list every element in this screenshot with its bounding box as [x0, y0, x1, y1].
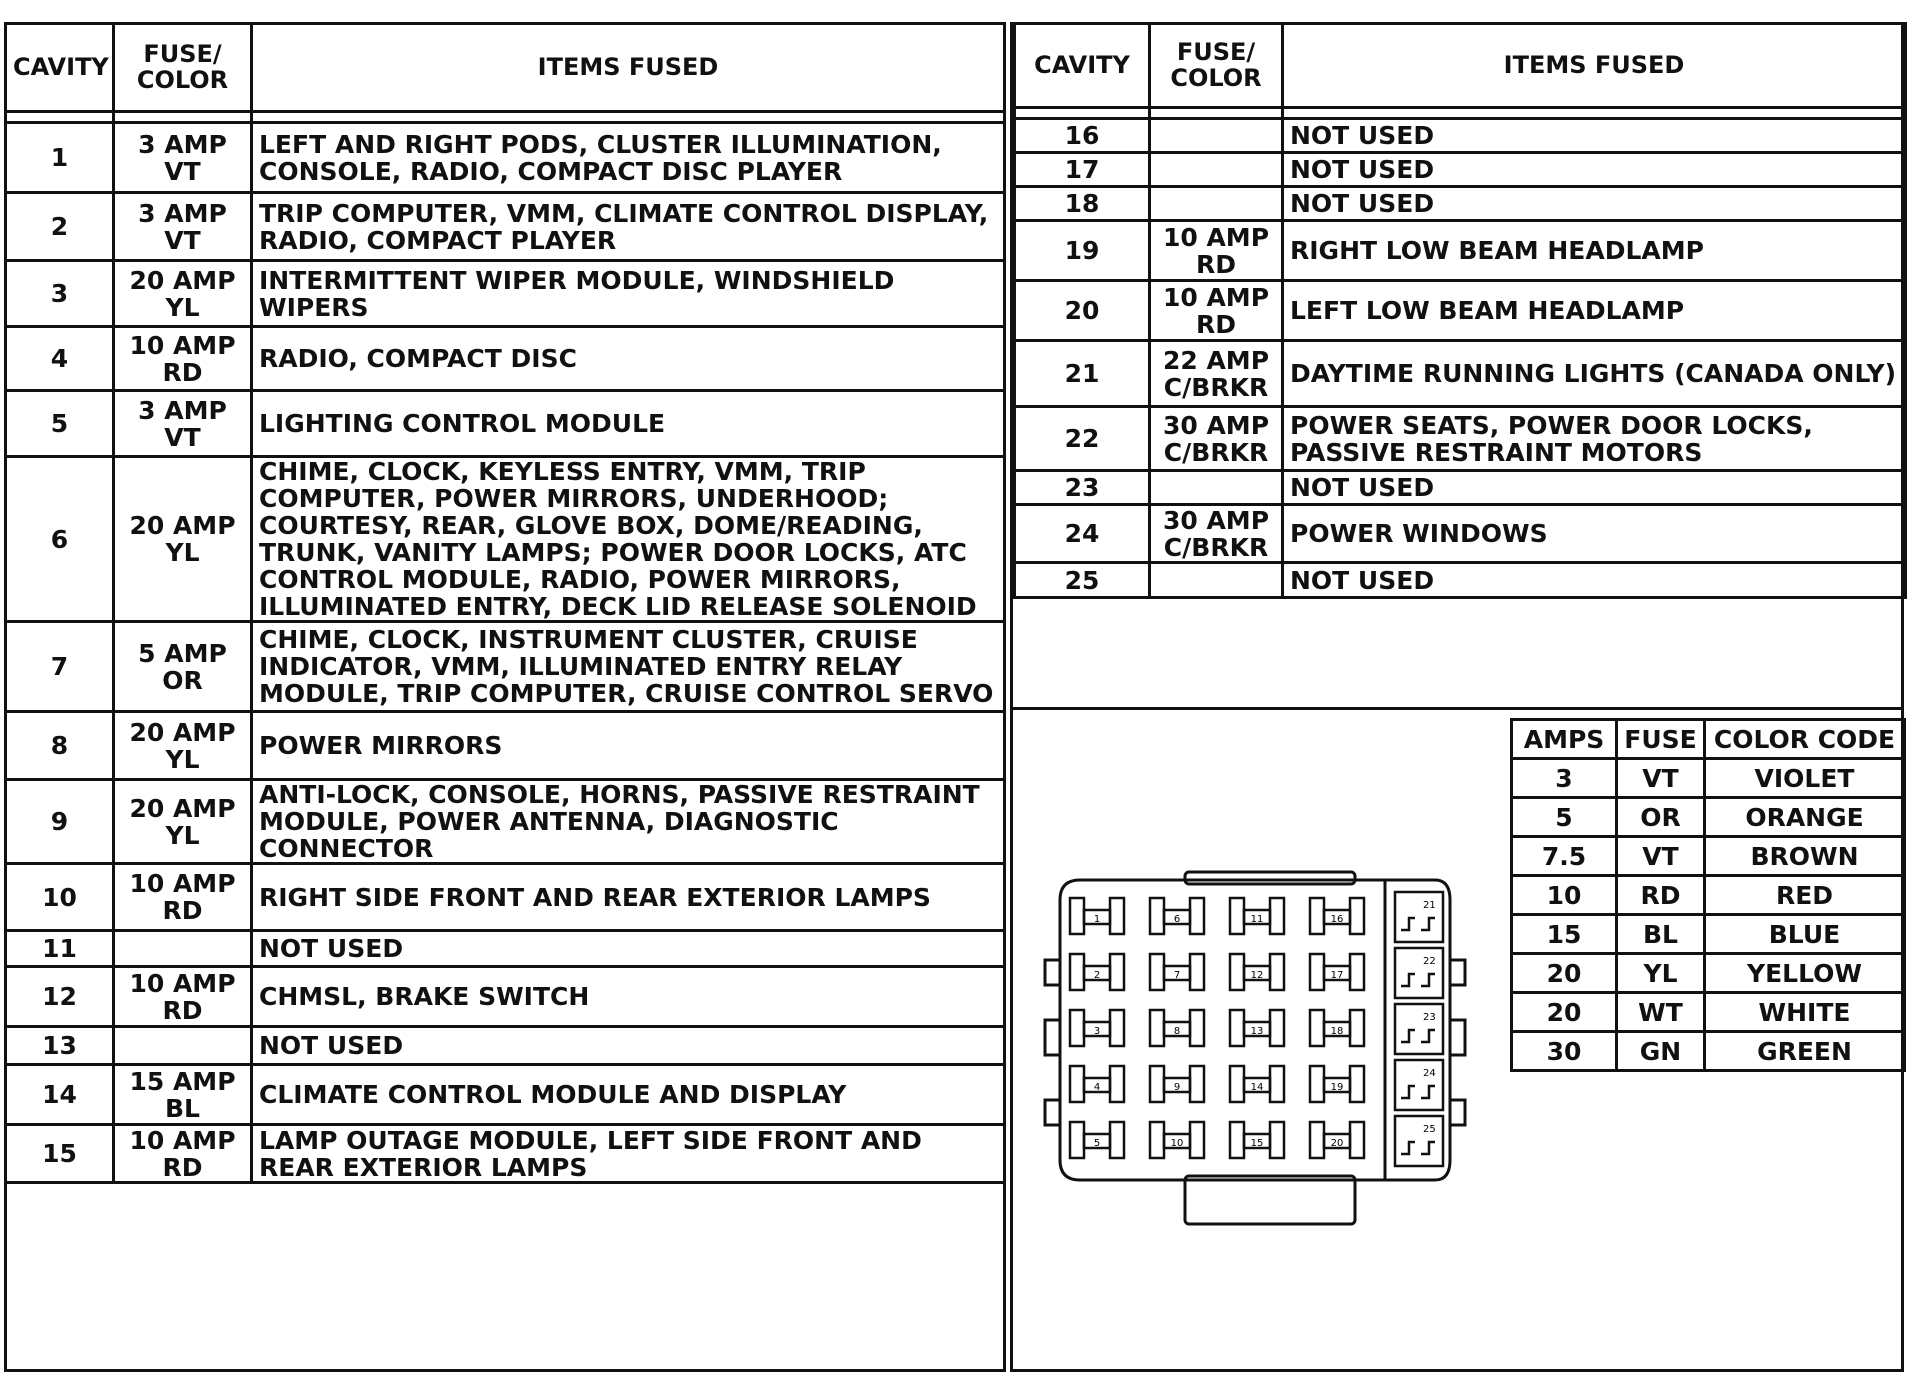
fuse-row-15	[6, 1125, 1005, 1183]
cavity-cell: 11	[6, 931, 114, 967]
color-code-row	[1512, 837, 1905, 876]
right-header-row	[1015, 24, 1906, 108]
fuse-terminal-left	[1230, 898, 1244, 934]
items-cell: NOT USED	[252, 1027, 1005, 1065]
cavity-cell: 24	[1015, 505, 1150, 563]
fuse-slot-number: 10	[1170, 1138, 1184, 1149]
fuse-terminal-left	[1310, 1066, 1324, 1102]
fuse-cell	[114, 1027, 252, 1065]
cavity-cell: 1	[6, 123, 114, 193]
fuse-slot-17	[1310, 954, 1364, 990]
fuse-terminal-left	[1150, 898, 1164, 934]
breaker-terminals	[1401, 918, 1435, 930]
items-cell: POWER WINDOWS	[1283, 505, 1906, 563]
cavity-cell: 10	[6, 864, 114, 931]
breaker-slot-23	[1395, 1004, 1443, 1054]
fuse-terminal-right	[1270, 898, 1284, 934]
fuse-row-6	[6, 457, 1005, 622]
breaker-slot-25	[1395, 1116, 1443, 1166]
color-header-amps: AMPS	[1512, 720, 1617, 759]
fuse-row-1	[6, 123, 1005, 193]
fuse-slot-number: 7	[1173, 970, 1181, 981]
fuse-terminal-right	[1190, 1122, 1204, 1158]
fuse-terminal-right	[1270, 954, 1284, 990]
fuse-terminal-left	[1070, 1122, 1084, 1158]
items-cell: INTERMITTENT WIPER MODULE, WINDSHIELD WIPERS	[252, 261, 1005, 327]
fuse-terminal-left	[1150, 1122, 1164, 1158]
cavity-cell: 9	[6, 780, 114, 864]
fuse-row-3	[6, 261, 1005, 327]
cavity-cell: 19	[1015, 221, 1150, 281]
left-header-row	[6, 24, 1005, 112]
fuse-terminal-right	[1270, 1122, 1284, 1158]
fuse-row-5	[6, 391, 1005, 457]
fuse-block-diagram	[1040, 870, 1500, 1240]
color-code-amps-cell: 30	[1512, 1032, 1617, 1071]
fuse-terminal-left	[1070, 1066, 1084, 1102]
fuse-terminal-left	[1150, 954, 1164, 990]
breaker-slot-21	[1395, 892, 1443, 942]
items-cell: LAMP OUTAGE MODULE, LEFT SIDE FRONT AND REAR EXTERIOR LAMPS	[252, 1125, 1005, 1183]
fuse-terminal-left	[1150, 1066, 1164, 1102]
color-header-color-code: COLOR CODE	[1705, 720, 1905, 759]
color-code-color-cell: YELLOW	[1705, 954, 1905, 993]
left-header-separator	[6, 112, 1005, 123]
fuse-slot-number: 2	[1093, 970, 1101, 981]
color-code-fuse-cell: WT	[1617, 993, 1705, 1032]
fuse-row-13	[6, 1027, 1005, 1065]
right-fuse-table	[1013, 22, 1907, 599]
items-cell: NOT USED	[1283, 153, 1906, 187]
fuse-terminal-left	[1230, 1066, 1244, 1102]
color-code-fuse-cell: RD	[1617, 876, 1705, 915]
color-code-row	[1512, 798, 1905, 837]
fuse-slot-number: 17	[1330, 970, 1344, 981]
color-header-fuse: FUSE	[1617, 720, 1705, 759]
cavity-cell: 14	[6, 1065, 114, 1125]
separator-cell	[1283, 108, 1906, 119]
fuse-terminal-left	[1230, 1010, 1244, 1046]
items-cell: RIGHT LOW BEAM HEADLAMP	[1283, 221, 1906, 281]
color-code-amps-cell: 20	[1512, 954, 1617, 993]
left-fuse-table	[4, 22, 1006, 1184]
fuse-slot-number: 4	[1093, 1082, 1101, 1093]
fuse-slot-4	[1070, 1066, 1124, 1102]
right-latch-lower	[1450, 1100, 1465, 1125]
fuse-row-14	[6, 1065, 1005, 1125]
items-cell: LEFT LOW BEAM HEADLAMP	[1283, 281, 1906, 341]
fuse-slot-14	[1230, 1066, 1284, 1102]
fuse-slot-5	[1070, 1122, 1124, 1158]
fuse-terminal-right	[1110, 898, 1124, 934]
fuse-slot-number: 9	[1173, 1082, 1181, 1093]
fuse-slot-number: 8	[1173, 1026, 1181, 1037]
fuse-row-17	[1015, 153, 1906, 187]
fuse-slot-number: 11	[1250, 914, 1264, 925]
fuse-terminal-right	[1110, 1010, 1124, 1046]
items-cell: LIGHTING CONTROL MODULE	[252, 391, 1005, 457]
fuse-cell: 20 AMP YL	[114, 712, 252, 780]
color-code-fuse-cell: YL	[1617, 954, 1705, 993]
fuse-cell: 30 AMP C/BRKR	[1150, 505, 1283, 563]
fuse-cell: 5 AMP OR	[114, 622, 252, 712]
header-cavity: CAVITY	[1015, 24, 1150, 108]
color-code-row	[1512, 993, 1905, 1032]
fuse-slot-number: 16	[1330, 914, 1344, 925]
fuse-cell: 15 AMP BL	[114, 1065, 252, 1125]
fuse-terminal-left	[1230, 954, 1244, 990]
fuse-terminal-right	[1270, 1010, 1284, 1046]
breaker-slot-22	[1395, 948, 1443, 998]
color-code-amps-cell: 20	[1512, 993, 1617, 1032]
fuse-slot-15	[1230, 1122, 1284, 1158]
fuse-row-22	[1015, 407, 1906, 471]
color-code-fuse-cell: OR	[1617, 798, 1705, 837]
cavity-cell: 21	[1015, 341, 1150, 407]
separator-cell	[1015, 108, 1150, 119]
breaker-slot-number: 25	[1423, 1124, 1436, 1135]
fuse-slot-7	[1150, 954, 1204, 990]
cavity-cell: 2	[6, 193, 114, 261]
fuse-row-24	[1015, 505, 1906, 563]
fuse-slot-number: 18	[1330, 1026, 1344, 1037]
color-code-row	[1512, 954, 1905, 993]
fuse-cell	[1150, 471, 1283, 505]
fuse-row-11	[6, 931, 1005, 967]
fuse-cell: 10 AMP RD	[114, 1125, 252, 1183]
fuse-cell: 10 AMP RD	[114, 967, 252, 1027]
fuse-terminal-right	[1110, 954, 1124, 990]
breaker-outline	[1395, 1116, 1443, 1166]
color-code-amps-cell: 5	[1512, 798, 1617, 837]
color-code-color-cell: BROWN	[1705, 837, 1905, 876]
items-cell: CHIME, CLOCK, INSTRUMENT CLUSTER, CRUISE INDICATOR, VMM, ILLUMINATED ENTRY RELAY MODULE, TRIP COMPUTER, CRUISE CONTROL SERVO	[252, 622, 1005, 712]
color-code-color-cell: VIOLET	[1705, 759, 1905, 798]
fuse-row-20	[1015, 281, 1906, 341]
header-fuse-color: FUSE/ COLOR	[1150, 24, 1283, 108]
fuse-slot-number: 20	[1330, 1138, 1344, 1149]
color-code-amps-cell: 7.5	[1512, 837, 1617, 876]
fuse-terminal-left	[1310, 954, 1324, 990]
items-cell: ANTI-LOCK, CONSOLE, HORNS, PASSIVE RESTRAINT MODULE, POWER ANTENNA, DIAGNOSTIC CONNECTOR	[252, 780, 1005, 864]
color-code-amps-cell: 10	[1512, 876, 1617, 915]
fuse-slot-1	[1070, 898, 1124, 934]
fuse-color-code-table	[1510, 718, 1906, 1072]
separator-cell	[252, 112, 1005, 123]
breaker-terminals	[1401, 1086, 1435, 1098]
fuse-slot-number: 3	[1093, 1026, 1101, 1037]
fuse-terminal-left	[1310, 1122, 1324, 1158]
color-code-color-cell: BLUE	[1705, 915, 1905, 954]
cavity-cell: 20	[1015, 281, 1150, 341]
cavity-cell: 25	[1015, 563, 1150, 598]
color-code-header-row	[1512, 720, 1905, 759]
color-code-fuse-cell: VT	[1617, 837, 1705, 876]
fuse-cell	[1150, 119, 1283, 153]
items-cell: CHMSL, BRAKE SWITCH	[252, 967, 1005, 1027]
breaker-terminals	[1401, 1142, 1435, 1154]
items-cell: NOT USED	[1283, 119, 1906, 153]
fuse-terminal-right	[1350, 1010, 1364, 1046]
right-header-separator	[1015, 108, 1906, 119]
color-code-row	[1512, 876, 1905, 915]
fuse-slot-3	[1070, 1010, 1124, 1046]
fuse-cell: 10 AMP RD	[114, 864, 252, 931]
cavity-cell: 16	[1015, 119, 1150, 153]
fuse-cell: 3 AMP VT	[114, 391, 252, 457]
fuse-terminal-left	[1310, 898, 1324, 934]
color-code-fuse-cell: GN	[1617, 1032, 1705, 1071]
items-cell: RADIO, COMPACT DISC	[252, 327, 1005, 391]
items-cell: RIGHT SIDE FRONT AND REAR EXTERIOR LAMPS	[252, 864, 1005, 931]
color-code-row	[1512, 915, 1905, 954]
fuse-terminal-right	[1110, 1066, 1124, 1102]
fuse-slot-12	[1230, 954, 1284, 990]
fuse-slot-18	[1310, 1010, 1364, 1046]
housing-top-tab	[1185, 872, 1355, 884]
fuse-terminal-left	[1230, 1122, 1244, 1158]
fuse-slot-6	[1150, 898, 1204, 934]
fuse-cell	[1150, 153, 1283, 187]
color-code-row	[1512, 1032, 1905, 1071]
fuse-terminal-right	[1350, 1122, 1364, 1158]
fuse-terminal-right	[1190, 954, 1204, 990]
cavity-cell: 12	[6, 967, 114, 1027]
fuse-row-18	[1015, 187, 1906, 221]
fuse-terminal-right	[1270, 1066, 1284, 1102]
breaker-outline	[1395, 1060, 1443, 1110]
fuse-slot-number: 19	[1330, 1082, 1344, 1093]
fuse-cell: 3 AMP VT	[114, 193, 252, 261]
cavity-cell: 23	[1015, 471, 1150, 505]
fuse-row-21	[1015, 341, 1906, 407]
fuse-terminal-right	[1350, 954, 1364, 990]
cavity-cell: 3	[6, 261, 114, 327]
breaker-slot-number: 23	[1423, 1012, 1436, 1023]
cavity-cell: 15	[6, 1125, 114, 1183]
color-code-color-cell: ORANGE	[1705, 798, 1905, 837]
items-cell: NOT USED	[252, 931, 1005, 967]
fuse-terminal-right	[1350, 1066, 1364, 1102]
cavity-cell: 8	[6, 712, 114, 780]
fuse-slot-number: 6	[1173, 914, 1181, 925]
fuse-slot-number: 13	[1250, 1026, 1264, 1037]
breaker-slot-number: 22	[1423, 956, 1436, 967]
column-divider	[1003, 22, 1013, 1372]
fuse-slot-number: 5	[1093, 1138, 1101, 1149]
items-cell: POWER MIRRORS	[252, 712, 1005, 780]
fuse-cell: 20 AMP YL	[114, 457, 252, 622]
items-cell: NOT USED	[1283, 187, 1906, 221]
right-latch-middle	[1450, 1020, 1465, 1055]
fuse-row-12	[6, 967, 1005, 1027]
fuse-terminal-right	[1190, 1010, 1204, 1046]
fuse-slot-number: 1	[1093, 914, 1101, 925]
fuse-terminal-right	[1190, 1066, 1204, 1102]
breaker-terminals	[1401, 1030, 1435, 1042]
fuse-slot-9	[1150, 1066, 1204, 1102]
breaker-outline	[1395, 948, 1443, 998]
fuse-terminal-left	[1310, 1010, 1324, 1046]
fuse-cell	[1150, 187, 1283, 221]
header-fuse-color: FUSE/ COLOR	[114, 24, 252, 112]
header-cavity: CAVITY	[6, 24, 114, 112]
breaker-outline	[1395, 1004, 1443, 1054]
separator-cell	[1150, 108, 1283, 119]
fuse-cell: 22 AMP C/BRKR	[1150, 341, 1283, 407]
cavity-cell: 4	[6, 327, 114, 391]
fuse-cell: 30 AMP C/BRKR	[1150, 407, 1283, 471]
fuse-slot-16	[1310, 898, 1364, 934]
cavity-cell: 6	[6, 457, 114, 622]
breaker-terminals	[1401, 974, 1435, 986]
breaker-slot-number: 24	[1423, 1068, 1436, 1079]
fuse-row-10	[6, 864, 1005, 931]
right-latch-upper	[1450, 960, 1465, 985]
color-code-fuse-cell: VT	[1617, 759, 1705, 798]
fuse-slot-8	[1150, 1010, 1204, 1046]
breaker-slot-24	[1395, 1060, 1443, 1110]
items-cell: LEFT AND RIGHT PODS, CLUSTER ILLUMINATION, CONSOLE, RADIO, COMPACT DISC PLAYER	[252, 123, 1005, 193]
header-items-fused: ITEMS FUSED	[1283, 24, 1906, 108]
fuse-slot-13	[1230, 1010, 1284, 1046]
items-cell: DAYTIME RUNNING LIGHTS (CANADA ONLY)	[1283, 341, 1906, 407]
fuse-slot-number: 15	[1250, 1138, 1264, 1149]
fuse-cell: 10 AMP RD	[1150, 221, 1283, 281]
fuse-slot-11	[1230, 898, 1284, 934]
color-code-color-cell: RED	[1705, 876, 1905, 915]
items-cell: NOT USED	[1283, 471, 1906, 505]
fuse-row-8	[6, 712, 1005, 780]
breaker-slot-number: 21	[1423, 900, 1436, 911]
breaker-outline	[1395, 892, 1443, 942]
items-cell: NOT USED	[1283, 563, 1906, 598]
fuse-slot-number: 12	[1250, 970, 1264, 981]
header-items-fused: ITEMS FUSED	[252, 24, 1005, 112]
fuse-cell: 3 AMP VT	[114, 123, 252, 193]
cavity-cell: 17	[1015, 153, 1150, 187]
fuse-terminal-left	[1070, 898, 1084, 934]
fuse-cell	[1150, 563, 1283, 598]
separator-cell	[6, 112, 114, 123]
fuse-slot-20	[1310, 1122, 1364, 1158]
color-code-color-cell: GREEN	[1705, 1032, 1905, 1071]
housing-bottom-tab	[1185, 1176, 1355, 1224]
items-cell: CHIME, CLOCK, KEYLESS ENTRY, VMM, TRIP COMPUTER, POWER MIRRORS, UNDERHOOD; COURTESY, REAR, GLOVE BOX, DOME/READING, TRUNK, VANITY LAMPS; POWER DOOR LOCKS, ATC CONTROL MODULE, RADIO, POWER MIRRORS, ILLUMINATED ENTRY, DECK LID RELEASE SOLENOID	[252, 457, 1005, 622]
cavity-cell: 13	[6, 1027, 114, 1065]
fuse-cell: 10 AMP RD	[1150, 281, 1283, 341]
fuse-row-2	[6, 193, 1005, 261]
fuse-row-16	[1015, 119, 1906, 153]
fuse-slot-number: 14	[1250, 1082, 1264, 1093]
fuse-terminal-right	[1110, 1122, 1124, 1158]
fuse-slot-2	[1070, 954, 1124, 990]
fuse-row-4	[6, 327, 1005, 391]
fuse-terminal-right	[1350, 898, 1364, 934]
fuse-slot-19	[1310, 1066, 1364, 1102]
cavity-cell: 18	[1015, 187, 1150, 221]
cavity-cell: 7	[6, 622, 114, 712]
color-code-fuse-cell: BL	[1617, 915, 1705, 954]
cavity-cell: 5	[6, 391, 114, 457]
fuse-row-23	[1015, 471, 1906, 505]
fuse-cell: 10 AMP RD	[114, 327, 252, 391]
left-latch-lower	[1045, 1100, 1060, 1125]
fuse-row-19	[1015, 221, 1906, 281]
fuse-terminal-right	[1190, 898, 1204, 934]
fuse-terminal-left	[1070, 954, 1084, 990]
fuse-cell: 20 AMP YL	[114, 261, 252, 327]
left-latch-middle	[1045, 1020, 1060, 1055]
fuse-row-25	[1015, 563, 1906, 598]
fuse-row-7	[6, 622, 1005, 712]
color-code-row	[1512, 759, 1905, 798]
color-code-amps-cell: 3	[1512, 759, 1617, 798]
separator-cell	[114, 112, 252, 123]
fuse-cell: 20 AMP YL	[114, 780, 252, 864]
fuse-slot-10	[1150, 1122, 1204, 1158]
left-latch-upper	[1045, 960, 1060, 985]
items-cell: CLIMATE CONTROL MODULE AND DISPLAY	[252, 1065, 1005, 1125]
cavity-cell: 22	[1015, 407, 1150, 471]
fuse-cell	[114, 931, 252, 967]
fuse-terminal-left	[1150, 1010, 1164, 1046]
fuse-terminal-left	[1070, 1010, 1084, 1046]
color-code-amps-cell: 15	[1512, 915, 1617, 954]
items-cell: POWER SEATS, POWER DOOR LOCKS, PASSIVE RESTRAINT MOTORS	[1283, 407, 1906, 471]
items-cell: TRIP COMPUTER, VMM, CLIMATE CONTROL DISPLAY, RADIO, COMPACT PLAYER	[252, 193, 1005, 261]
fuse-row-9	[6, 780, 1005, 864]
color-code-color-cell: WHITE	[1705, 993, 1905, 1032]
